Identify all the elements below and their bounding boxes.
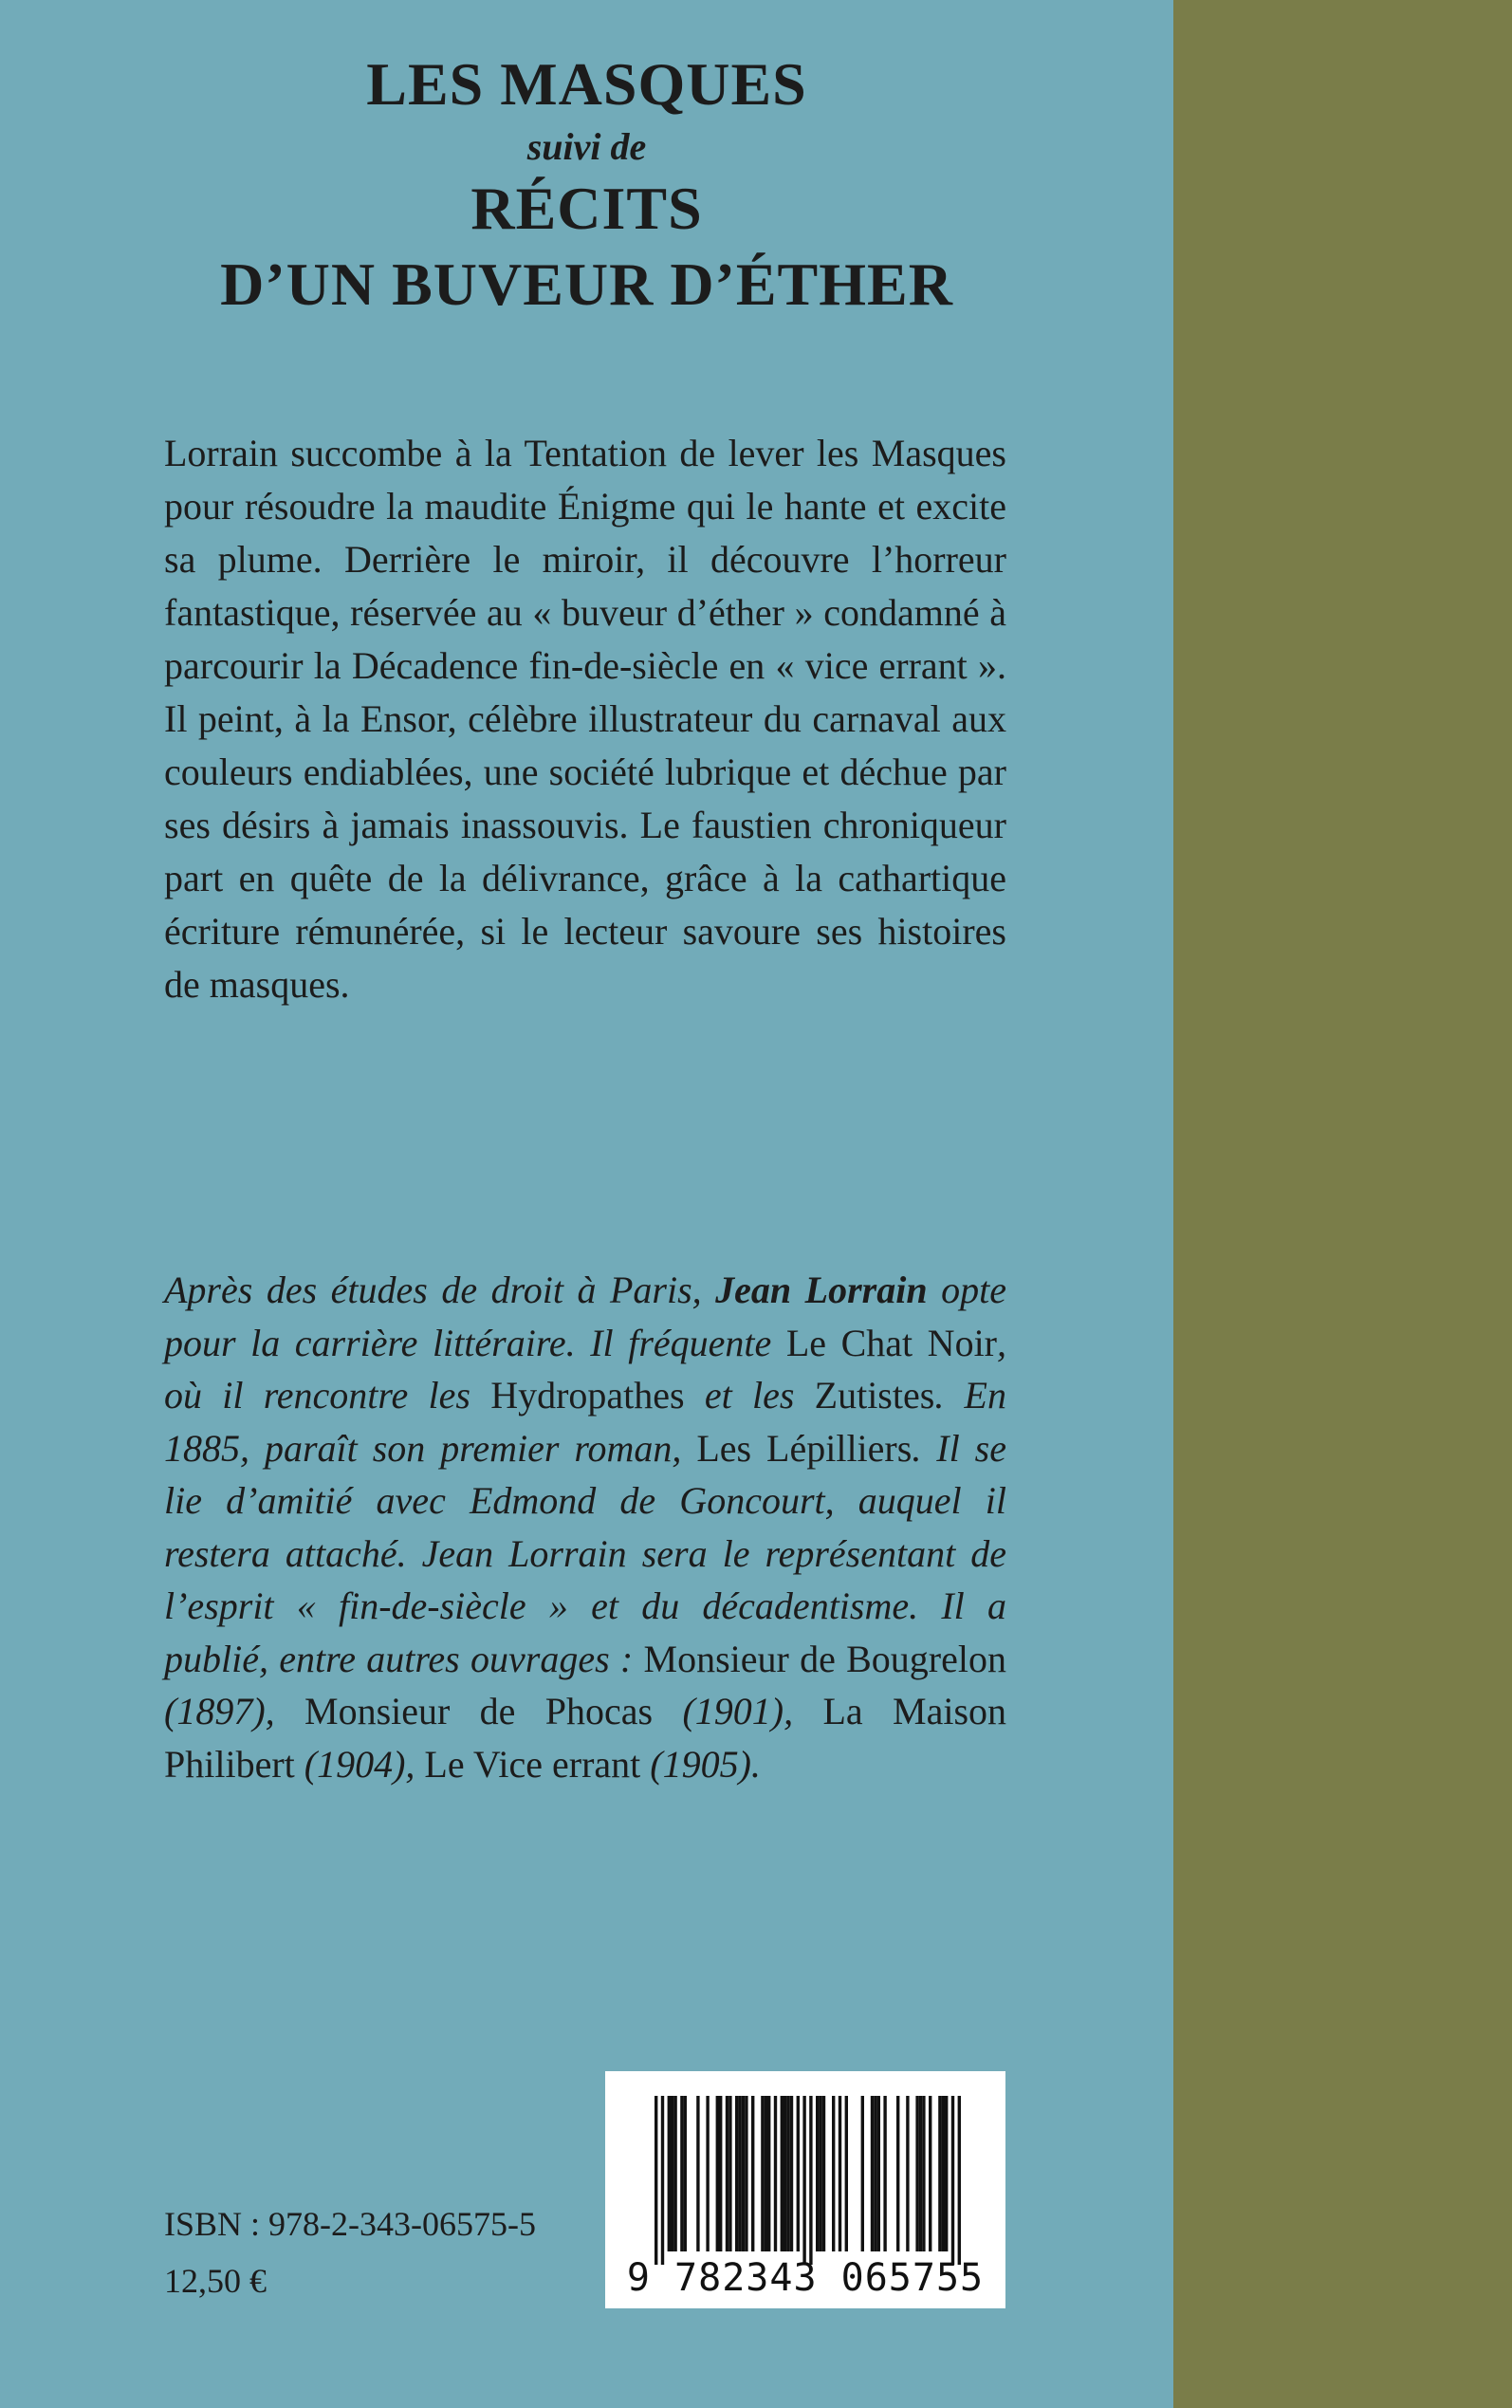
author-name: Jean Lorrain (715, 1269, 928, 1311)
price-label: 12,50 € (164, 2262, 267, 2300)
barcode-bar (738, 2096, 741, 2251)
barcode-bar (781, 2096, 784, 2251)
barcode-bar (883, 2096, 886, 2251)
barcode-bar (922, 2096, 925, 2251)
bio-group: Zutistes (814, 1374, 935, 1417)
bio-novel: Les Lépilliers (696, 1426, 913, 1470)
barcode-bar (661, 2096, 664, 2265)
barcode-bar (871, 2096, 874, 2251)
bio-text: Après des études de droit à Paris, (164, 1269, 716, 1311)
barcode-bar (696, 2096, 699, 2251)
barcode-bar (915, 2096, 918, 2251)
bio-text: . Il se lie d’amitié avec Edmond de Goncourt, auquel il restera attaché. Jean Lorrain sera le représentant de l’esprit « fin-de-siècle » et du décadentisme. Il a publié, entre autres ouvrages : (164, 1426, 1006, 1680)
barcode-bar (809, 2096, 812, 2265)
barcode-bar (742, 2096, 745, 2251)
barcode-bar (765, 2096, 767, 2251)
bio-work: Monsieur de Phocas (304, 1690, 654, 1732)
title-line-1: LES MASQUES (366, 50, 807, 118)
barcode-bar (735, 2096, 738, 2251)
barcode-bar (819, 2096, 821, 2251)
barcode-bar (896, 2096, 899, 2251)
author-biography (164, 1264, 1006, 1790)
barcode-bar (797, 2096, 800, 2251)
barcode-bar (706, 2096, 709, 2251)
barcode-bar (745, 2096, 747, 2251)
barcode-bar (839, 2096, 841, 2251)
summary-blurb: Lorrain succombe à la Tentation de lever les Masques pour résoudre la maudite Énigme qui le hante et excite sa plume. Derrière le miroir, il découvre l’horreur fantastique, réservée au « buveur d’éther » condamné à parcourir la Décadence fin-de-siècle en « vice errant ». Il peint, à la Ensor, célèbre illustrateur du carnaval aux couleurs endiablées, une société lubrique et déchue par ses désirs à jamais inassouvis. Le faustien chroniqueur part en quête de la délivrance, grâce à la cathartique écriture rémunérée, si le lecteur savoure ses histoires de masques. (164, 432, 1006, 1006)
barcode-bar (861, 2096, 864, 2251)
barcode-bar (845, 2096, 848, 2251)
title-line-2: RÉCITS (470, 175, 703, 242)
barcode-bar (719, 2096, 722, 2251)
barcode-bar (832, 2096, 835, 2251)
barcode-bar (906, 2096, 909, 2251)
barcode-bar (668, 2096, 671, 2251)
bio-year: (1897), (164, 1690, 304, 1732)
barcode-bar (919, 2096, 922, 2251)
bio-work: Monsieur de Bougrelon (643, 1637, 1006, 1680)
barcode-bar (816, 2096, 819, 2251)
barcode-bar (929, 2096, 931, 2251)
title-block (0, 46, 1173, 323)
bio-text: . En 1885, paraît son premier roman, (164, 1374, 1006, 1470)
barcode-bar (728, 2096, 731, 2251)
isbn-number: ISBN : 978-2-343-06575-5 (164, 2205, 536, 2243)
title-line-3: D’UN BUVEUR D’ÉTHER (220, 250, 953, 318)
barcode-bar (671, 2096, 673, 2251)
bio-work: Le Vice errant (424, 1742, 641, 1786)
barcode-bar (751, 2096, 754, 2251)
bio-year: (1901), (653, 1690, 823, 1732)
barcode-bar (726, 2096, 728, 2251)
barcode-bar (822, 2096, 825, 2251)
bio-text: opte pour la carrière littéraire. Il fréquente (164, 1269, 1006, 1364)
bio-group: Hydropathes (490, 1374, 685, 1417)
barcode-bar (874, 2096, 876, 2251)
barcode-bar (673, 2096, 676, 2251)
barcode-bar (774, 2096, 777, 2251)
bio-text: et les (684, 1374, 815, 1417)
barcode-bar (761, 2096, 764, 2251)
barcode-bar (786, 2096, 789, 2251)
bio-year: (1905). (640, 1742, 761, 1786)
barcode-bar (951, 2096, 954, 2265)
barcode-bar (716, 2096, 719, 2251)
barcode-bar (655, 2096, 657, 2265)
book-spine (1173, 0, 1512, 2408)
bio-work: La Maison Philibert (164, 1690, 1007, 1786)
barcode-bar (938, 2096, 941, 2251)
bio-text: , où il rencontre les (164, 1321, 1006, 1417)
barcode-bar (790, 2096, 793, 2251)
barcode-bar (767, 2096, 770, 2251)
bio-year: (1904), (294, 1742, 425, 1786)
barcode-bar (802, 2096, 805, 2265)
barcode-bar (684, 2096, 687, 2251)
barcode-bar (942, 2096, 945, 2251)
bio-place: Le Chat Noir (785, 1321, 997, 1364)
barcode-bar (958, 2096, 961, 2265)
title-suivi-de: suivi de (526, 125, 647, 168)
barcode-bar (784, 2096, 786, 2251)
barcode-bar (945, 2096, 948, 2251)
barcode-bar (680, 2096, 683, 2251)
barcode-bar (877, 2096, 880, 2251)
barcode (605, 2071, 1005, 2308)
barcode-digits: 9 782343 065755 (626, 2256, 985, 2300)
